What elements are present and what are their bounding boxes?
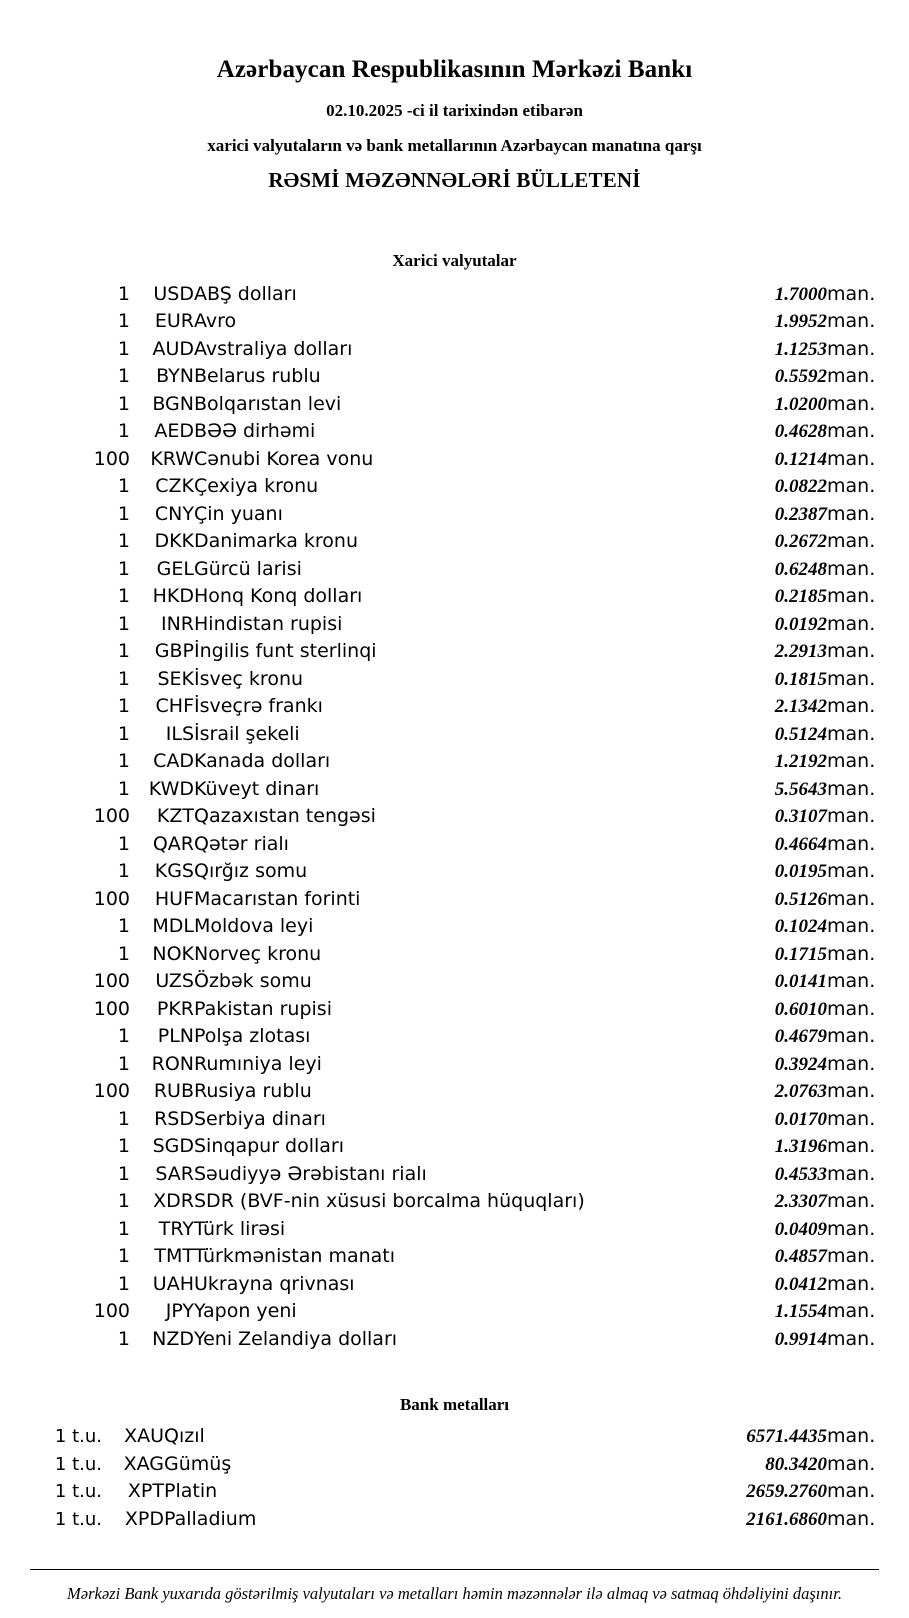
table-row — [30, 913, 879, 941]
currency-name: Gürcü larisi — [194, 557, 302, 580]
currency-rows-body — [30, 281, 879, 1354]
rate-value: 2161.6860 — [746, 1508, 827, 1530]
rate-quantity: 1 — [117, 475, 130, 498]
rate-unit: man. — [827, 722, 876, 745]
table-row — [30, 1161, 879, 1189]
rate-value: 1.7000 — [774, 283, 827, 305]
currency-code: XPT — [127, 1480, 164, 1503]
rate-value: 2659.2760 — [746, 1481, 827, 1503]
table-row — [30, 418, 879, 446]
rate-value: 1.9952 — [774, 311, 827, 333]
rate-quantity: 1 t.u. — [54, 1426, 102, 1448]
currency-name: Səudiyyə Ərəbistanı rialı — [194, 1162, 427, 1185]
rate-quantity: 100 — [93, 970, 130, 993]
rate-value: 0.4664 — [774, 833, 827, 855]
rate-unit: man. — [827, 447, 876, 470]
currency-code: USD — [153, 282, 194, 305]
rate-unit: man. — [827, 1480, 876, 1503]
rate-value: 0.0412 — [774, 1273, 827, 1295]
currency-code: INR — [160, 612, 194, 635]
currency-code: GEL — [156, 557, 194, 580]
currency-name: Hindistan rupisi — [194, 612, 343, 635]
currency-code: CHF — [155, 695, 194, 718]
metal-rates-table — [30, 1423, 879, 1533]
rate-unit: man. — [827, 502, 876, 525]
currency-name: Rusiya rublu — [194, 1080, 312, 1103]
rate-unit: man. — [827, 805, 876, 828]
table-row — [30, 391, 879, 419]
rate-unit: man. — [827, 585, 876, 608]
rate-unit: man. — [827, 942, 876, 965]
rate-quantity: 1 — [117, 1190, 130, 1213]
table-row — [30, 1478, 879, 1506]
rate-unit: man. — [827, 420, 876, 443]
currency-name: İsveç kronu — [194, 667, 304, 690]
currency-code: RSD — [154, 1107, 194, 1130]
currency-name: BƏƏ dirhəmi — [194, 420, 316, 443]
table-row — [30, 1051, 879, 1079]
table-row — [30, 666, 879, 694]
rate-quantity: 1 — [117, 585, 130, 608]
rate-unit: man. — [827, 282, 876, 305]
rate-value: 1.0200 — [774, 393, 827, 415]
table-row — [30, 941, 879, 969]
rate-unit: man. — [827, 860, 876, 883]
rate-quantity: 1 — [117, 1135, 130, 1158]
rate-unit: man. — [827, 1135, 876, 1158]
rate-quantity: 100 — [93, 805, 130, 828]
rate-quantity: 100 — [93, 1300, 130, 1323]
rate-value: 0.3924 — [774, 1053, 827, 1075]
table-row — [30, 748, 879, 776]
rate-value: 0.3107 — [774, 806, 827, 828]
rate-value: 2.3307 — [774, 1191, 827, 1213]
rate-value: 2.1342 — [774, 696, 827, 718]
rate-quantity: 100 — [93, 997, 130, 1020]
rate-unit: man. — [827, 365, 876, 388]
rate-quantity: 1 — [117, 942, 130, 965]
currency-name: Yapon yeni — [194, 1300, 297, 1323]
rate-quantity: 1 — [117, 915, 130, 938]
rate-value: 0.1815 — [774, 668, 827, 690]
rate-quantity: 1 — [117, 530, 130, 553]
currency-code: KGS — [154, 860, 194, 883]
currency-name: ABŞ dolları — [194, 282, 297, 305]
rate-value: 0.0170 — [774, 1108, 827, 1130]
table-row — [30, 693, 879, 721]
table-row — [30, 583, 879, 611]
table-row — [30, 473, 879, 501]
currency-code: MDL — [152, 915, 194, 938]
rate-value: 0.1214 — [774, 448, 827, 470]
table-row — [30, 528, 879, 556]
currency-code: XPD — [124, 1507, 164, 1530]
table-row — [30, 1106, 879, 1134]
bulletin-heading: RƏSMİ MƏZƏNNƏLƏRİ BÜLLETENİ — [268, 167, 641, 192]
metals-section-heading: Bank metalları — [399, 1395, 510, 1415]
rate-quantity: 1 — [117, 750, 130, 773]
currency-code: AED — [154, 420, 194, 443]
rate-quantity: 1 — [117, 1245, 130, 1268]
table-row — [30, 1506, 879, 1534]
currency-code: PKR — [156, 997, 194, 1020]
table-row — [30, 501, 879, 529]
rate-quantity: 100 — [93, 447, 130, 470]
rate-value: 1.1554 — [774, 1301, 827, 1323]
currency-code: CNY — [154, 502, 194, 525]
rate-quantity: 1 — [117, 722, 130, 745]
currency-code: SEK — [157, 667, 194, 690]
rate-quantity: 1 t.u. — [54, 1481, 102, 1503]
currency-code: HKD — [152, 585, 194, 608]
footnote: Mərkəzi Bank yuxarıda göstərilmiş valyutaları və metalları həmin məzənnələr ilə almaq və satmaq öhdəliyini daşınır. — [30, 1569, 879, 1604]
table-row — [30, 308, 879, 336]
currency-code: JPY — [165, 1300, 194, 1323]
table-row — [30, 281, 879, 309]
rate-unit: man. — [827, 777, 876, 800]
table-row — [30, 1188, 879, 1216]
currency-name: Palladium — [164, 1507, 257, 1530]
rate-unit: man. — [827, 1080, 876, 1103]
rate-value: 2.0763 — [774, 1081, 827, 1103]
currency-code: XDR — [153, 1190, 194, 1213]
currency-code: CZK — [155, 475, 194, 498]
currency-code: KZT — [156, 805, 194, 828]
currency-code: PLN — [157, 1025, 194, 1048]
currency-code: AUD — [152, 337, 194, 360]
rate-value: 2.2913 — [774, 641, 827, 663]
currency-code: TMT — [154, 1245, 194, 1268]
rate-value: 0.0409 — [774, 1218, 827, 1240]
rate-quantity: 1 — [117, 1025, 130, 1048]
table-row — [30, 1423, 879, 1451]
currency-name: Qırğız somu — [194, 860, 308, 883]
rate-quantity: 1 t.u. — [54, 1453, 102, 1475]
currencies-section-heading: Xarici valyutalar — [392, 250, 517, 270]
rate-unit: man. — [827, 612, 876, 635]
currency-code: GBP — [154, 640, 194, 663]
currency-code: UAH — [152, 1272, 194, 1295]
rate-value: 1.3196 — [774, 1136, 827, 1158]
currency-name: Qazaxıstan tengəsi — [194, 805, 376, 828]
table-row — [30, 1133, 879, 1161]
rate-value: 1.2192 — [774, 751, 827, 773]
rate-unit: man. — [827, 1190, 876, 1213]
effective-date-line: 02.10.2025 -ci il tarixindən etibarən — [326, 100, 583, 120]
rate-unit: man. — [827, 667, 876, 690]
rate-value: 0.4533 — [774, 1163, 827, 1185]
currency-code: DKK — [154, 530, 194, 553]
rate-value: 0.6248 — [774, 558, 827, 580]
rate-unit: man. — [827, 640, 876, 663]
rate-unit: man. — [827, 970, 876, 993]
rate-quantity: 1 — [117, 1272, 130, 1295]
table-row — [30, 1298, 879, 1326]
rate-unit: man. — [827, 557, 876, 580]
rate-quantity: 1 — [117, 832, 130, 855]
table-row — [30, 776, 879, 804]
currency-name: Ukrayna qrivnası — [194, 1272, 355, 1295]
currency-code: SGD — [152, 1135, 194, 1158]
rate-value: 1.1253 — [774, 338, 827, 360]
currency-name: İngilis funt sterlinqi — [194, 640, 377, 663]
table-row — [30, 803, 879, 831]
currency-name: Türk lirəsi — [194, 1217, 286, 1240]
rate-quantity: 1 — [117, 667, 130, 690]
rate-unit: man. — [827, 310, 876, 333]
currency-code: EUR — [154, 310, 194, 333]
table-row — [30, 1078, 879, 1106]
currency-name: Serbiya dinarı — [194, 1107, 326, 1130]
rate-quantity: 1 — [117, 695, 130, 718]
rate-quantity: 1 — [117, 1052, 130, 1075]
rate-unit: man. — [827, 1107, 876, 1130]
rate-value: 80.3420 — [765, 1453, 827, 1475]
rate-quantity: 1 — [117, 392, 130, 415]
rate-unit: man. — [827, 1272, 876, 1295]
document-header — [30, 56, 879, 193]
rate-quantity: 1 t.u. — [54, 1508, 102, 1530]
table-row — [30, 968, 879, 996]
currency-code: HUF — [154, 887, 194, 910]
currency-code: KRW — [150, 447, 194, 470]
table-row — [30, 1271, 879, 1299]
rate-value: 0.1715 — [774, 943, 827, 965]
table-row — [30, 1023, 879, 1051]
rate-value: 0.5592 — [774, 366, 827, 388]
currency-code: BGN — [152, 392, 194, 415]
table-row — [30, 858, 879, 886]
currency-name: Polşa zlotası — [194, 1025, 311, 1048]
currency-name: Macarıstan forinti — [194, 887, 361, 910]
rate-unit: man. — [827, 1452, 876, 1475]
rate-quantity: 100 — [93, 887, 130, 910]
rate-quantity: 1 — [117, 502, 130, 525]
rate-quantity: 1 — [117, 777, 130, 800]
rate-quantity: 1 — [117, 640, 130, 663]
rate-quantity: 1 — [117, 365, 130, 388]
currency-name: Qətər rialı — [194, 832, 289, 855]
rate-quantity: 1 — [117, 282, 130, 305]
table-row — [30, 638, 879, 666]
rate-unit: man. — [827, 832, 876, 855]
currency-code: XAU — [124, 1425, 164, 1448]
table-row — [30, 1216, 879, 1244]
currency-name: Moldova leyi — [194, 915, 314, 938]
currency-name: Küveyt dinarı — [194, 777, 320, 800]
rate-unit: man. — [827, 695, 876, 718]
currency-name: İsrail şekeli — [194, 722, 300, 745]
rate-value: 0.4679 — [774, 1026, 827, 1048]
rate-quantity: 1 — [117, 1107, 130, 1130]
currency-name: Türkmənistan manatı — [194, 1245, 396, 1268]
rate-quantity: 1 — [117, 337, 130, 360]
rate-unit: man. — [827, 1245, 876, 1268]
currency-rates-table — [30, 281, 879, 1354]
rate-quantity: 1 — [117, 310, 130, 333]
rate-unit: man. — [827, 1052, 876, 1075]
currency-code: ILS — [165, 722, 194, 745]
rate-quantity: 1 — [117, 557, 130, 580]
table-row — [30, 831, 879, 859]
currency-name: Qızıl — [164, 1425, 205, 1448]
currency-code: SAR — [155, 1162, 194, 1185]
rate-unit: man. — [827, 530, 876, 553]
rate-quantity: 100 — [93, 1080, 130, 1103]
table-row — [30, 611, 879, 639]
rate-unit: man. — [827, 1217, 876, 1240]
currency-code: RUB — [153, 1080, 194, 1103]
rate-unit: man. — [827, 1162, 876, 1185]
rate-unit: man. — [827, 1025, 876, 1048]
currency-code: BYN — [156, 365, 194, 388]
currency-name: Rumıniya leyi — [194, 1052, 322, 1075]
currency-name: Yeni Zelandiya dolları — [194, 1327, 398, 1350]
rate-value: 0.2387 — [774, 503, 827, 525]
currency-name: Belarus rublu — [194, 365, 321, 388]
rate-value: 0.0822 — [774, 476, 827, 498]
rate-value: 0.9914 — [774, 1328, 827, 1350]
rate-unit: man. — [827, 1507, 876, 1530]
rate-unit: man. — [827, 1425, 876, 1448]
currency-name: İsveçrə frankı — [194, 695, 323, 718]
rate-value: 0.1024 — [774, 916, 827, 938]
rate-value: 0.2185 — [774, 586, 827, 608]
table-row — [30, 886, 879, 914]
rate-value: 0.5126 — [774, 888, 827, 910]
rate-unit: man. — [827, 997, 876, 1020]
currency-name: Avro — [194, 310, 237, 333]
rate-unit: man. — [827, 915, 876, 938]
subject-line: xarici valyutaların və bank metallarının Azərbaycan manatına qarşı — [207, 135, 702, 155]
currency-name: Özbək somu — [194, 970, 312, 993]
currency-name: Avstraliya dolları — [194, 337, 353, 360]
table-row — [30, 446, 879, 474]
metal-rows-body — [30, 1423, 879, 1533]
currency-name: Cənubi Korea vonu — [194, 447, 374, 470]
rate-unit: man. — [827, 1300, 876, 1323]
rate-value: 0.4857 — [774, 1246, 827, 1268]
rate-unit: man. — [827, 1327, 876, 1350]
currency-code: NOK — [152, 942, 194, 965]
currency-name: Norveç kronu — [194, 942, 322, 965]
table-row — [30, 556, 879, 584]
currency-name: Sinqapur dolları — [194, 1135, 345, 1158]
currency-name: Danimarka kronu — [194, 530, 359, 553]
currency-name: Platin — [164, 1480, 218, 1503]
rate-unit: man. — [827, 475, 876, 498]
currency-code: NZD — [152, 1327, 194, 1350]
table-row — [30, 1326, 879, 1354]
rate-quantity: 1 — [117, 1162, 130, 1185]
currency-code: QAR — [152, 832, 194, 855]
currency-name: SDR (BVF-nin xüsusi borcalma hüquqları) — [194, 1190, 585, 1213]
rate-value: 6571.4435 — [746, 1426, 827, 1448]
table-row — [30, 363, 879, 391]
currency-code: TRY — [158, 1217, 194, 1240]
currency-name: Pakistan rupisi — [194, 997, 332, 1020]
currency-code: UZS — [155, 970, 194, 993]
rate-quantity: 1 — [117, 1217, 130, 1240]
table-row — [30, 1451, 879, 1479]
rate-unit: man. — [827, 337, 876, 360]
rate-unit: man. — [827, 750, 876, 773]
rate-value: 5.5643 — [774, 778, 827, 800]
rate-value: 0.6010 — [774, 998, 827, 1020]
rate-value: 0.0141 — [774, 971, 827, 993]
rate-quantity: 1 — [117, 612, 130, 635]
currency-code: XAG — [123, 1452, 164, 1475]
rate-value: 0.2672 — [774, 531, 827, 553]
rate-quantity: 1 — [117, 860, 130, 883]
rate-value: 0.0192 — [774, 613, 827, 635]
table-row — [30, 996, 879, 1024]
currency-code: KWD — [148, 777, 194, 800]
rate-value: 0.0195 — [774, 861, 827, 883]
currency-code: CAD — [153, 750, 194, 773]
rate-unit: man. — [827, 392, 876, 415]
currency-name: Bolqarıstan levi — [194, 392, 342, 415]
rate-unit: man. — [827, 887, 876, 910]
currency-name: Kanada dolları — [194, 750, 331, 773]
currency-name: Honq Konq dolları — [194, 585, 363, 608]
table-row — [30, 336, 879, 364]
table-row — [30, 721, 879, 749]
rate-quantity: 1 — [117, 420, 130, 443]
currency-code: RON — [151, 1052, 194, 1075]
currency-name: Çin yuanı — [194, 502, 283, 525]
rate-value: 0.5124 — [774, 723, 827, 745]
rate-value: 0.4628 — [774, 421, 827, 443]
page-title: Azərbaycan Respublikasının Mərkəzi Bankı — [216, 56, 693, 83]
currency-name: Gümüş — [164, 1452, 232, 1475]
table-row — [30, 1243, 879, 1271]
currency-name: Çexiya kronu — [194, 475, 319, 498]
rate-quantity: 1 — [117, 1327, 130, 1350]
